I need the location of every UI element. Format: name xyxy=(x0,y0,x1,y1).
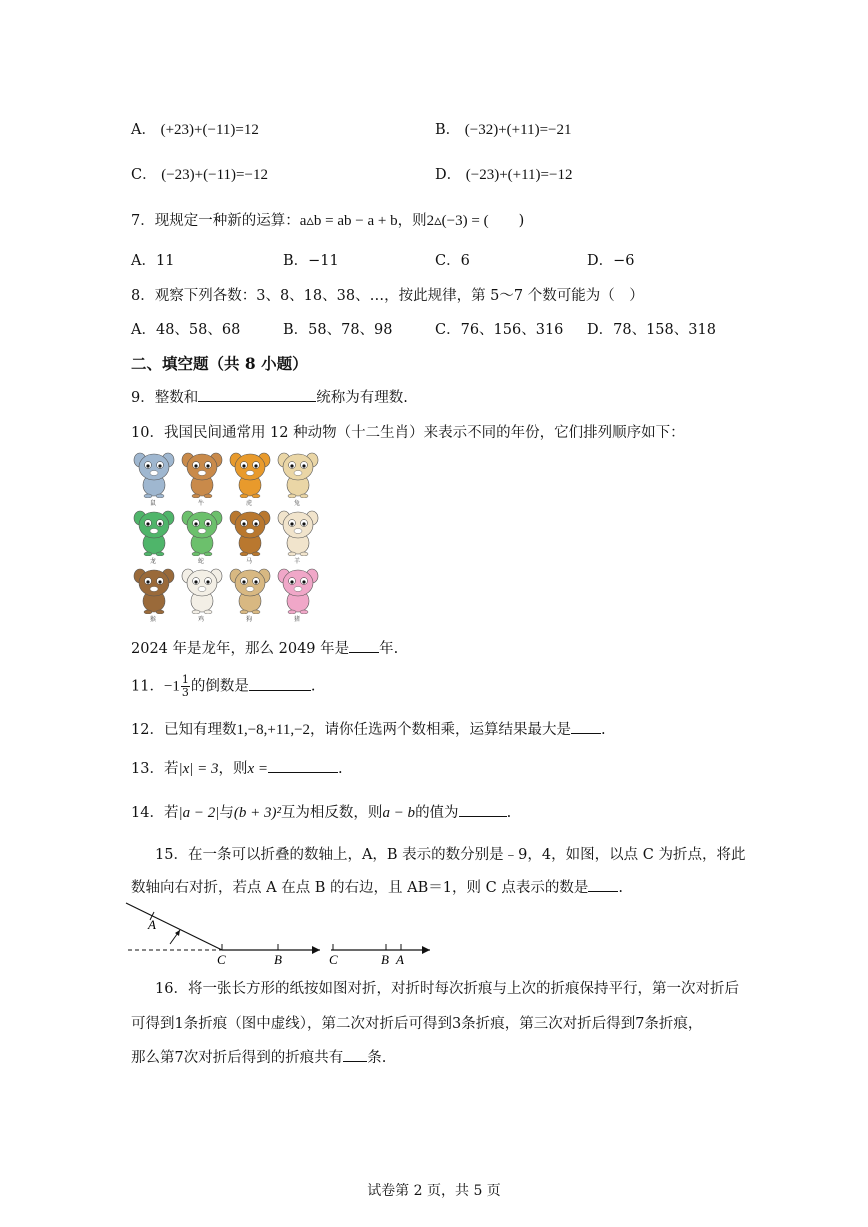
zodiac-animal xyxy=(228,508,272,564)
question-text: 与 xyxy=(219,805,234,821)
point-b-label: B xyxy=(381,952,389,967)
question-text: 互为相反数，则 xyxy=(280,805,383,821)
section-heading: 二、填空题（共 8 小题） xyxy=(131,354,308,373)
answer-blank[interactable] xyxy=(268,758,338,773)
question-text: 9．整数和 xyxy=(131,390,199,406)
q7-option-b: B．−11 xyxy=(283,253,339,269)
question-9 xyxy=(131,386,408,407)
zodiac-animal-icon xyxy=(132,566,176,614)
number-list: 1,−8,+11,−2 xyxy=(236,722,311,738)
option-expression: (−23)+(+11)=−12 xyxy=(465,167,573,183)
zodiac-animal-icon xyxy=(180,508,224,556)
question-text: . xyxy=(506,805,512,821)
question-16-line-1: 16．将一张长方形的纸按如图对折，对折时每次折痕与上次的折痕保持平行，第一次对折后 xyxy=(155,981,739,997)
option-expression: (−32)+(+11)=−21 xyxy=(464,122,572,138)
zodiac-animal xyxy=(276,450,320,506)
option-label: C． xyxy=(131,167,157,183)
question-text: 条. xyxy=(367,1050,387,1066)
answer-blank[interactable] xyxy=(249,676,311,691)
fraction xyxy=(181,674,190,699)
question-expression: |a − 2| xyxy=(178,805,220,821)
q6-option-c xyxy=(131,163,268,184)
question-14 xyxy=(131,801,511,822)
answer-blank[interactable] xyxy=(571,719,601,734)
answer-paren: ) xyxy=(518,213,525,229)
q8-option-c: C．76、156、316 xyxy=(435,322,564,338)
zodiac-animal-label: 狗 xyxy=(246,616,253,623)
question-text: . xyxy=(338,761,343,777)
zodiac-animal xyxy=(180,450,224,506)
zodiac-animal-icon xyxy=(228,450,272,498)
zodiac-animal xyxy=(132,508,176,564)
zodiac-animal-label: 羊 xyxy=(294,558,301,565)
answer-blank[interactable] xyxy=(349,638,379,653)
answer-blank[interactable] xyxy=(459,802,507,817)
zodiac-animal-label: 猴 xyxy=(150,616,157,623)
q6-option-d xyxy=(435,163,572,184)
zodiac-animal-icon xyxy=(276,508,320,556)
question-text: ，则 xyxy=(397,213,427,229)
question-text: 13．若 xyxy=(131,761,179,777)
zodiac-animal-label: 马 xyxy=(246,558,253,565)
zodiac-animal-label: 猪 xyxy=(294,616,301,623)
question-8: 8．观察下列各数：3、8、18、38、…，按此规律，第 5～7 个数可能为（ ） xyxy=(131,288,644,304)
zodiac-animal-icon xyxy=(132,508,176,556)
zodiac-animal xyxy=(276,508,320,564)
question-text: 年. xyxy=(379,641,399,657)
option-expression: (+23)+(−11)=12 xyxy=(160,122,259,138)
point-c-label: C xyxy=(329,952,338,967)
question-stem: 7．现规定一种新的运算： xyxy=(131,213,300,229)
q6-option-b xyxy=(435,118,572,139)
question-11 xyxy=(131,674,316,699)
question-text: 统称为有理数. xyxy=(316,390,408,406)
option-expression: (−23)+(−11)=−12 xyxy=(161,167,268,183)
question-expression: a − b xyxy=(382,805,416,821)
q7-option-d: D．−6 xyxy=(587,253,635,269)
point-c-label: C xyxy=(217,952,226,967)
zodiac-animal-label: 鼠 xyxy=(150,500,157,507)
operation-definition: a▵b = ab − a + b xyxy=(299,213,398,229)
option-label: A． xyxy=(131,122,156,138)
zodiac-animal-label: 兔 xyxy=(294,500,301,507)
page-footer: 试卷第 2 页，共 5 页 xyxy=(367,1183,501,1199)
point-a-label: A xyxy=(396,952,404,967)
question-text: 的倒数是 xyxy=(190,678,249,695)
question-15-line-1: 15．在一条可以折叠的数轴上，A，B 表示的数分别是﹣9，4，如图，以点 C 为折点，将此 xyxy=(155,847,746,863)
zodiac-animal-label: 龙 xyxy=(150,558,157,565)
question-16-line-3 xyxy=(131,1046,386,1067)
question-text: . xyxy=(601,722,606,738)
q8-option-d: D．78、158、318 xyxy=(587,322,716,338)
question-expression: (b + 3)² xyxy=(233,805,281,821)
q7-option-a: A．11 xyxy=(131,253,175,269)
zodiac-animal-icon xyxy=(276,566,320,614)
q8-option-b: B．58、78、98 xyxy=(283,322,393,338)
question-10: 10．我国民间通常用 12 种动物（十二生肖）来表示不同的年份，它们排列顺序如下： xyxy=(131,425,685,441)
q10-answer xyxy=(131,637,398,658)
zodiac-animal-icon xyxy=(180,450,224,498)
question-text: 2024 年是龙年，那么 2049 年是 xyxy=(131,641,350,657)
question-text: 的值为 xyxy=(415,805,459,821)
zodiac-animal xyxy=(180,566,224,622)
q7-option-c: C．6 xyxy=(435,253,470,269)
zodiac-animal-label: 牛 xyxy=(198,500,205,507)
option-label: D． xyxy=(435,167,462,183)
question-number: 11． xyxy=(131,678,164,695)
question-expression: x = xyxy=(247,761,269,777)
question-text: 数轴向右对折，若点 A 在点 B 的右边，且 AB＝1，则 C 点表示的数是 xyxy=(131,880,589,896)
answer-blank[interactable] xyxy=(588,877,618,892)
zodiac-animal-icon xyxy=(180,566,224,614)
question-expression: |x| = 3 xyxy=(178,761,219,777)
mixed-number-whole: −1 xyxy=(163,678,180,695)
zodiac-animal-icon xyxy=(228,508,272,556)
option-label: B． xyxy=(435,122,461,138)
zodiac-animal xyxy=(132,450,176,506)
q8-option-a: A．48、58、68 xyxy=(131,322,241,338)
answer-blank[interactable] xyxy=(343,1047,367,1062)
question-text: ，则 xyxy=(218,761,248,777)
zodiac-animal-label: 虎 xyxy=(246,500,253,507)
point-a-label: A xyxy=(148,917,156,932)
zodiac-animals-figure xyxy=(132,450,322,623)
question-text: . xyxy=(618,880,623,896)
zodiac-animal-icon xyxy=(228,566,272,614)
answer-blank[interactable] xyxy=(198,387,316,402)
folding-number-line-figure xyxy=(124,898,444,968)
question-13 xyxy=(131,757,343,778)
zodiac-animal-label: 蛇 xyxy=(198,558,205,565)
zodiac-animal-icon xyxy=(276,450,320,498)
zodiac-animal-icon xyxy=(132,450,176,498)
question-expression: 2▵(−3) = ( xyxy=(426,213,489,229)
zodiac-animal xyxy=(228,566,272,622)
question-12 xyxy=(131,718,606,739)
zodiac-animal xyxy=(132,566,176,622)
question-7 xyxy=(131,209,524,230)
question-16-line-2: 可得到1条折痕（图中虚线），第二次对折后可得到3条折痕，第三次对折后得到7条折痕， xyxy=(131,1016,703,1032)
question-text: 12．已知有理数 xyxy=(131,722,237,738)
point-b-label: B xyxy=(274,952,282,967)
q6-option-a xyxy=(131,118,259,139)
folded-axis xyxy=(126,903,222,950)
fraction-denominator: 3 xyxy=(181,686,189,699)
axis-arrow-icon xyxy=(422,946,430,954)
zodiac-animal xyxy=(180,508,224,564)
zodiac-animal-label: 鸡 xyxy=(198,616,205,623)
axis-arrow-icon xyxy=(312,946,320,954)
question-15-line-2 xyxy=(131,876,623,897)
question-text: . xyxy=(310,678,316,695)
question-text: 那么第7次对折后得到的折痕共有 xyxy=(131,1050,344,1066)
fraction-numerator: 1 xyxy=(181,673,189,686)
question-text: 14．若 xyxy=(131,805,179,821)
zodiac-animal xyxy=(276,566,320,622)
zodiac-animal xyxy=(228,450,272,506)
question-text: ，请你任选两个数相乘，运算结果最大是 xyxy=(310,722,572,738)
